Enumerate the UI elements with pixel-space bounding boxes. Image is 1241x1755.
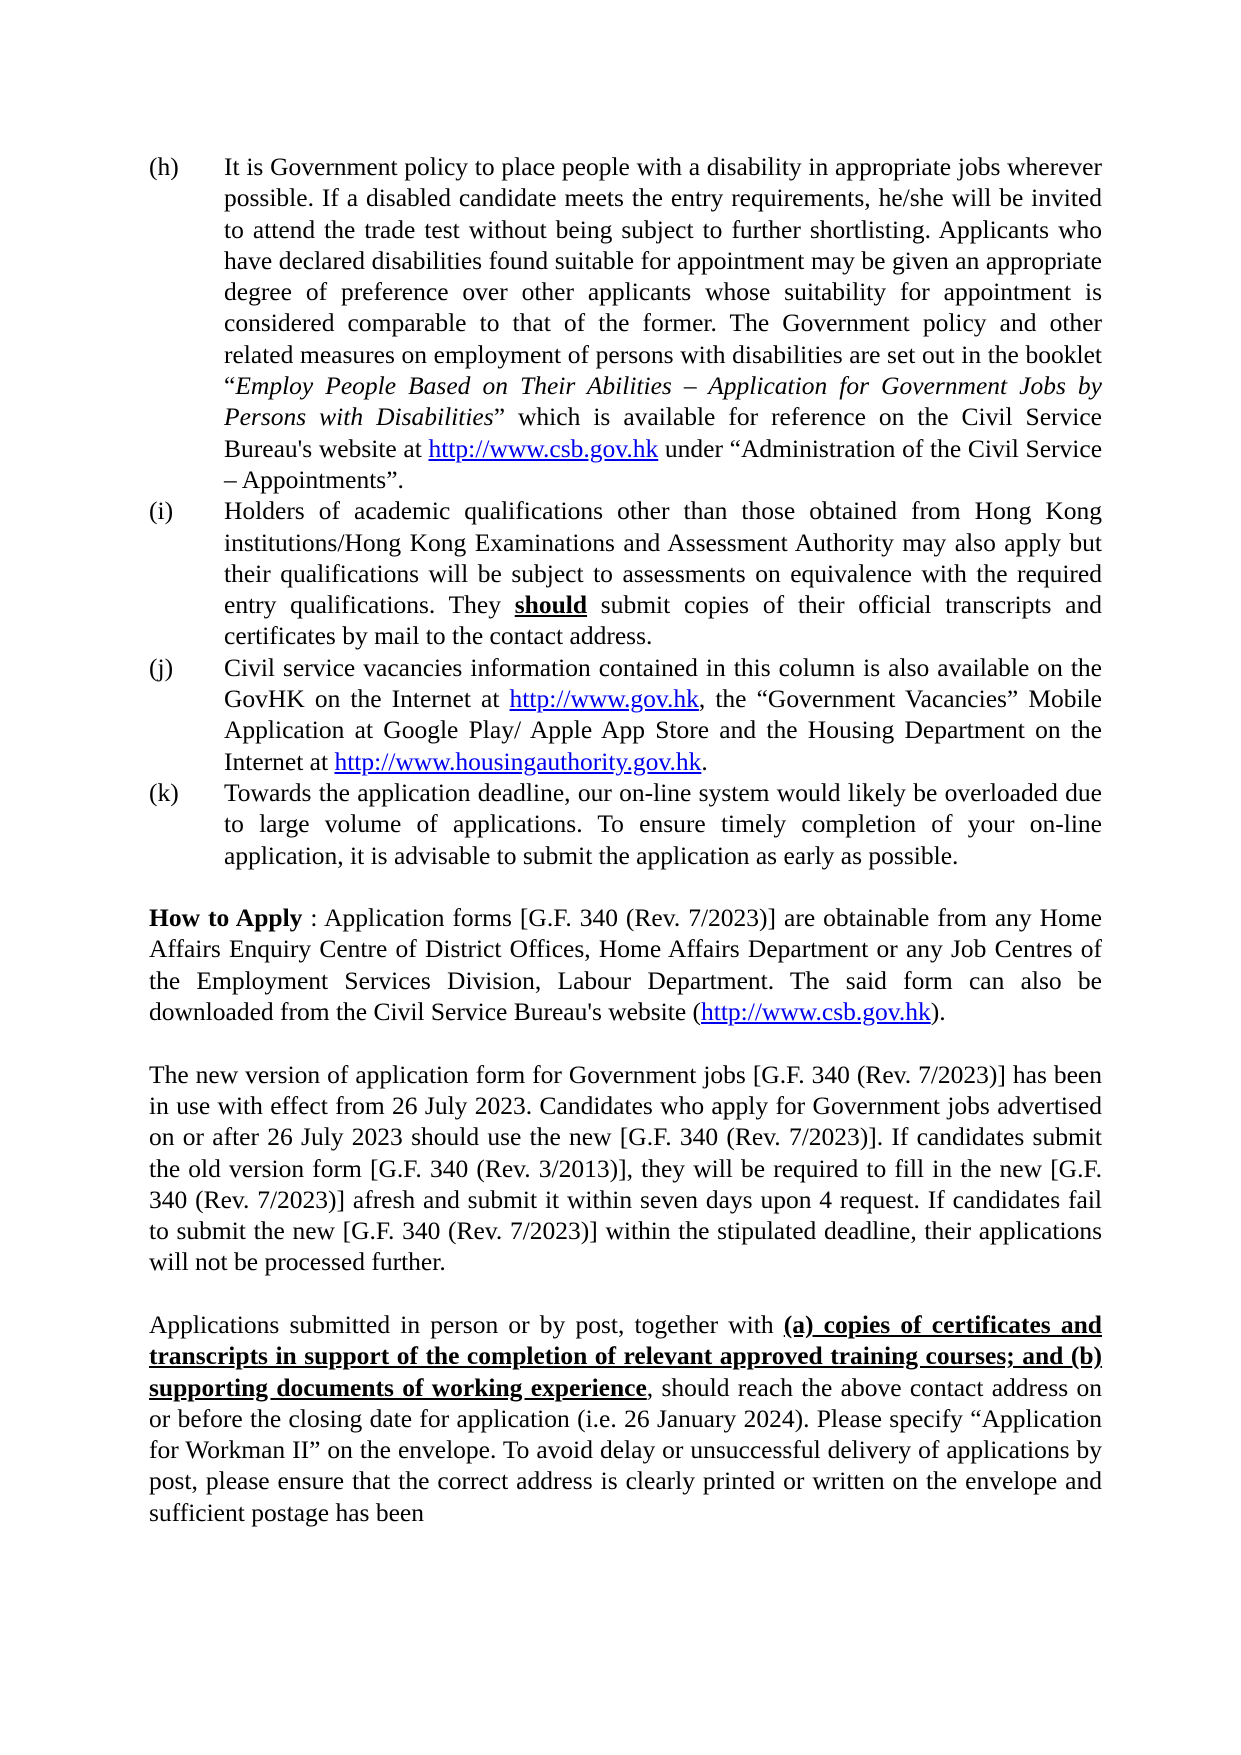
submission-paragraph (149, 1309, 1102, 1528)
note-i-text-1: Holders of academic qualifications other than those obtained from Hong Kong institutions/Hong Kong Examinations and Assessment Authority may also apply but their qualifications will be subject to assessments on equivalence with the required entry qualifications. They (224, 496, 1102, 620)
should-emphasis: should (514, 590, 588, 620)
note-i-text-2: submit copies of their official transcripts and certificates by mail to the contact address. (224, 590, 1102, 651)
spacer (149, 871, 1102, 902)
note-k (149, 777, 1102, 871)
note-j-label: (j) (149, 652, 174, 682)
new-version-paragraph: The new version of application form for Government jobs [G.F. 340 (Rev. 7/2023)] has been in use with effect from 26 July 2023. Candidates who apply for Government jobs advertised on or after 26 July 2023 should use the new [G.F. 340 (Rev. 7/2023)]. If candidates submit the old version form [G.F. 340 (Rev. 3/2013)], they will be required to fill in the new [G.F. 340 (Rev. 7/2023)] afresh and submit it within seven days upon 4 request. If candidates fail to submit the new [G.F. 340 (Rev. 7/2023)] within the stipulated deadline, their applications will not be processed further. (149, 1059, 1102, 1277)
note-h-label: (h) (149, 152, 179, 181)
how-to-apply-paragraph (149, 902, 1102, 1027)
housing-authority-link[interactable]: http://www.housingauthority.gov.hk (334, 746, 702, 776)
note-h (149, 151, 1102, 495)
note-k-label: (k) (149, 777, 179, 807)
note-j-text-1: Civil service vacancies information contained in this column is also available on the GovHK on the Internet at (224, 652, 1102, 714)
note-j (149, 652, 1102, 777)
booklet-title: Employ People Based on Their Abilities – Application for Government Jobs by Persons with Disabilities (224, 371, 1102, 432)
note-i-text (224, 495, 1102, 651)
required-documents-emphasis: (a) copies of certificates and transcripts in support of the completion of relevant approved training courses; and (b) supporting documents of working experience (149, 1309, 1102, 1402)
how-to-apply-text-1: : Application forms [G.F. 340 (Rev. 7/2023)] are obtainable from any Home Affairs Enquiry Centre of District Offices, Home Affairs Department or any Job Centres of the Employment Services Division, Labour Department. The said form can also be downloaded from the Civil Service Bureau's website ( (149, 903, 1102, 1027)
submission-text-1: Applications submitted in person or by post, together with (149, 1309, 784, 1339)
note-j-text-2: , the “Government Vacancies” Mobile Application at Google Play/ Apple App Store and the Housing Department on the Internet at (224, 684, 1103, 776)
csb-download-link[interactable]: http://www.csb.gov.hk (701, 997, 931, 1027)
spacer (149, 1278, 1102, 1309)
note-h-text-3: under “Administration of the Civil Service – Appointments”. (224, 433, 1103, 494)
submission-text-2: , should reach the above contact address on or before the closing date for application (i.e. 26 January 2024). Please specify “Application for Workman II” on the envelope. To avoid delay or unsuccessful delivery of applications by post, please ensure that the correct address is clearly printed or written on the envelope and sufficient postage has been (149, 1372, 1102, 1527)
csb-website-link[interactable]: http://www.csb.gov.hk (428, 433, 659, 463)
note-k-text: Towards the application deadline, our on-line system would likely be overloaded due to large volume of applications. To ensure timely completion of your on-line application, it is advisable to submit the application as early as possible. (224, 777, 1102, 870)
note-i-label: (i) (149, 496, 174, 526)
note-h-text-2: ” which is available for reference on the Civil Service Bureau's website at (224, 402, 1102, 463)
note-i (149, 495, 1102, 651)
document-page (149, 151, 1102, 1528)
note-j-text (224, 652, 1102, 777)
how-to-apply-heading: How to Apply (149, 903, 303, 933)
note-h-text (224, 151, 1102, 495)
how-to-apply-text-2: ). (930, 997, 946, 1027)
govhk-link[interactable]: http://www.gov.hk (509, 684, 699, 714)
note-h-text-1: It is Government policy to place people with a disability in appropriate jobs wherever possible. If a disabled candidate meets the entry requirements, he/she will be invited to attend the trade test without being subject to further shortlisting. Applicants who have declared disabilities found suitable for appointment may be given an appropriate degree of preference over other applicants whose suitability for appointment is considered comparable to that of the former. The Government policy and other related measures on employment of persons with disabilities are set out in the booklet “ (224, 152, 1102, 401)
note-j-text-3: . (701, 746, 708, 776)
spacer (149, 1027, 1102, 1058)
